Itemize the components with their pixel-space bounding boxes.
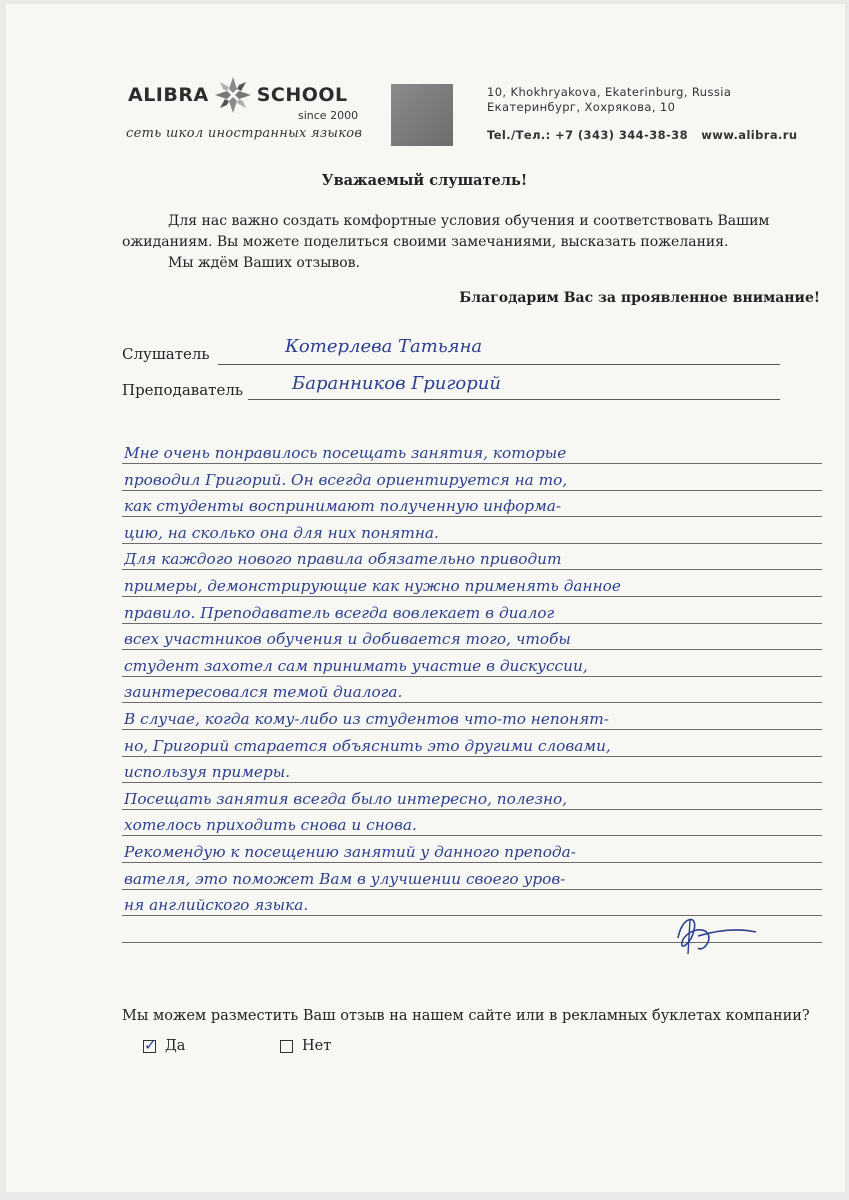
review-line-text: Посещать занятия всегда было интересно, полезно, xyxy=(124,791,568,808)
teacher-name-handwritten[interactable]: Баранников Григорий xyxy=(292,373,501,394)
logo-word-left: ALIBRA xyxy=(128,84,209,106)
review-line-text: ня английского языка. xyxy=(124,897,309,914)
yes-label: Да xyxy=(165,1038,186,1054)
review-line-text: всех участников обучения и добивается того, чтобы xyxy=(124,631,571,648)
review-line xyxy=(122,463,822,464)
review-line xyxy=(122,490,822,491)
review-line-text: цию, на сколько она для них понятна. xyxy=(124,525,439,542)
review-line-text: как студенты воспринимают полученную информа- xyxy=(124,498,562,515)
review-line-text: Мне очень понравилось посещать занятия, которые xyxy=(124,445,567,462)
logo-word-right: SCHOOL xyxy=(256,84,348,106)
intro-wait-text: Мы ждём Ваших отзывов. xyxy=(168,255,360,271)
review-line-text: студент захотел сам принимать участие в дискуссии, xyxy=(124,658,588,675)
review-line xyxy=(122,809,822,810)
intro-wait xyxy=(122,253,802,274)
review-line xyxy=(122,623,822,624)
school-logo xyxy=(128,80,348,110)
consent-question: Мы можем разместить Ваш отзыв на нашем сайте или в рекламных буклетах компании? xyxy=(122,1008,810,1024)
student-name-handwritten[interactable]: Котерлева Татьяна xyxy=(285,336,483,357)
review-line-text: хотелось приходить снова и снова. xyxy=(124,817,417,834)
review-line xyxy=(122,569,822,570)
review-line-text: В случае, когда кому-либо из студентов что-то непонят- xyxy=(124,711,609,728)
intro-text: Для нас важно создать комфортные условия обучения и соответствовать Вашим ожиданиям. Вы можете поделиться своими замечаниями, высказать пожелания. xyxy=(122,213,770,250)
review-line-text: заинтересовался темой диалога. xyxy=(124,684,403,701)
student-label: Слушатель xyxy=(122,345,210,363)
review-line-text: вателя, это поможет Вам в улучшении своего уров- xyxy=(124,871,566,888)
intro-paragraph xyxy=(122,211,802,253)
review-line-text: проводил Григорий. Он всегда ориентируется на то, xyxy=(124,472,568,489)
contacts: Tel./Тел.: +7 (343) 344-38-38 www.alibra.ru xyxy=(487,128,798,142)
student-field-line xyxy=(218,364,780,365)
yes-checkbox[interactable] xyxy=(143,1035,157,1054)
review-line xyxy=(122,516,822,517)
review-line-text: но, Григорий старается объяснить это другими словами, xyxy=(124,738,611,755)
no-label: Нет xyxy=(302,1038,332,1054)
review-line xyxy=(122,862,822,863)
thanks-line: Благодарим Вас за проявленное внимание! xyxy=(459,290,820,306)
review-line xyxy=(122,889,822,890)
review-line xyxy=(122,596,822,597)
review-line-text: Для каждого нового правила обязательно приводит xyxy=(124,551,562,568)
review-line-text: Рекомендую к посещению занятий у данного препода- xyxy=(124,844,576,861)
review-line xyxy=(122,702,822,703)
review-line xyxy=(122,729,822,730)
review-line-text: используя примеры. xyxy=(124,764,291,781)
check-icon: ✓ xyxy=(144,1035,157,1054)
address-english: 10, Khokhryakova, Ekaterinburg, Russia xyxy=(487,85,732,99)
teacher-label: Преподаватель xyxy=(122,381,244,399)
review-line xyxy=(122,676,822,677)
header-gray-square xyxy=(391,84,453,146)
consent-yes-option[interactable] xyxy=(143,1035,186,1054)
logo-emblem-icon xyxy=(213,75,253,115)
address-russian: Екатеринбург, Хохрякова, 10 xyxy=(487,100,676,114)
review-line xyxy=(122,782,822,783)
review-line xyxy=(122,543,822,544)
review-line xyxy=(122,649,822,650)
review-line-text: правило. Преподаватель всегда вовлекает в диалог xyxy=(124,605,555,622)
greeting-heading: Уважаемый слушатель! xyxy=(321,172,528,189)
signature-icon xyxy=(668,908,758,958)
review-line xyxy=(122,756,822,757)
logo-tagline: сеть школ иностранных языков xyxy=(126,126,363,141)
no-checkbox[interactable] xyxy=(280,1040,293,1053)
consent-no-option[interactable] xyxy=(280,1038,331,1054)
logo-since: since 2000 xyxy=(298,109,359,122)
review-line xyxy=(122,835,822,836)
review-line-text: примеры, демонстрирующие как нужно применять данное xyxy=(124,578,621,595)
teacher-field-line xyxy=(248,399,780,400)
